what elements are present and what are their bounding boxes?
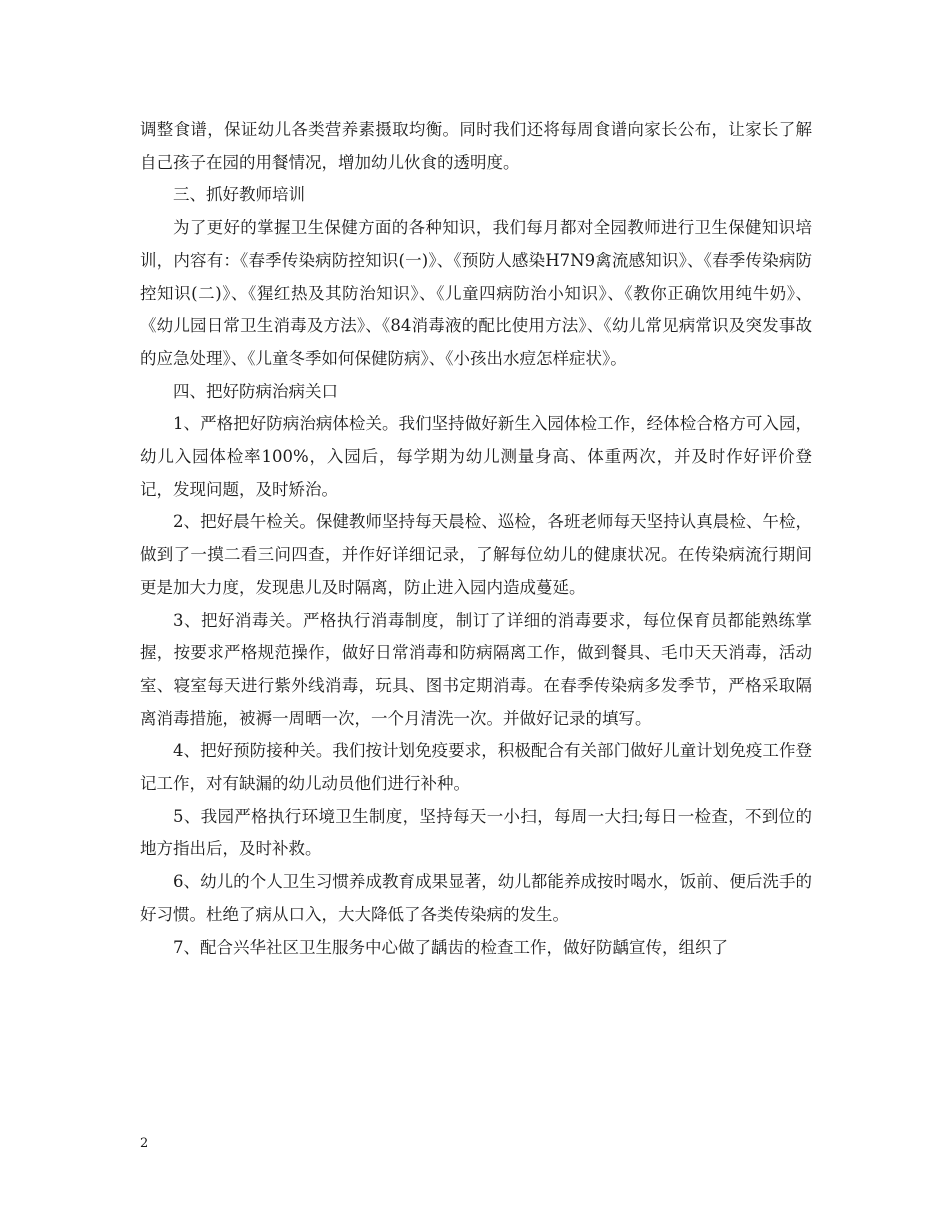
paragraph: 1、严格把好防病治病体检关。我们坚持做好新生入园体检工作，经体检合格方可入园，幼儿入园体检率100%，入园后，每学期为幼儿测量身高、体重两次，并及时作好评价登记，发现问题，及时矫治。 xyxy=(140,414,812,499)
paragraph: 调整食谱，保证幼儿各类营养素摄取均衡。同时我们还将每周食谱向家长公布，让家长了解自己孩子在园的用餐情况，增加幼儿伙食的透明度。 xyxy=(140,120,812,172)
paragraph: 4、把好预防接种关。我们按计划免疫要求，积极配合有关部门做好儿童计划免疫工作登记工作，对有缺漏的幼儿动员他们进行补种。 xyxy=(140,741,812,794)
paragraph: 3、把好消毒关。严格执行消毒制度，制订了详细的消毒要求，每位保育员都能熟练掌握，按要求严格规范操作，做好日常消毒和防病隔离工作，做到餐具、毛巾天天消毒，活动室、寝室每天进行紫外线消毒，玩具、图书定期消毒。在春季传染病多发季节，严格采取隔离消毒措施，被褥一周晒一次，一个月清洗一次。并做好记录的填写。 xyxy=(140,610,812,728)
page-number: 2 xyxy=(140,1136,149,1151)
paragraph: 7、配合兴华社区卫生服务中心做了龋齿的检查工作，做好防龋宣传，组织了 xyxy=(173,937,728,957)
paragraph: 2、把好晨午检关。保健教师坚持每天晨检、巡检，各班老师每天坚持认真晨检、午检，做到了一摸二看三问四查，并作好详细记录，了解每位幼儿的健康状况。在传染病流行期间更是加大力度，发现患儿及时隔离，防止进入园内造成蔓延。 xyxy=(140,512,812,597)
paragraph: 6、幼儿的个人卫生习惯养成教育成果显著，幼儿都能养成按时喝水，饭前、便后洗手的好习惯。杜绝了病从口入，大大降低了各类传染病的发生。 xyxy=(140,872,812,924)
paragraph: 为了更好的掌握卫生保健方面的各种知识，我们每月都对全园教师进行卫生保健知识培训，内容有：《春季传染病防控知识(一)》、《预防人感染H7N9禽流感知识》、《春季传染病防控知识(二)》、《猩红热及其防治知识》、《儿童四病防治小知识》、《教你正确饮用纯牛奶》、《幼儿园日常卫生消毒及方法》、《84消毒液的配比使用方法》、《幼儿常见病常识及突发事故的应急处理》、《儿童冬季如何保健防病》、《小孩出水痘怎样症状》。 xyxy=(140,218,812,368)
document-body xyxy=(140,114,812,964)
paragraph: 5、我园严格执行环境卫生制度，坚持每天一小扫，每周一大扫;每日一检查，不到位的地方指出后，及时补救。 xyxy=(140,806,812,859)
paragraph: 四、把好防病治病关口 xyxy=(173,381,338,401)
paragraph: 三、抓好教师培训 xyxy=(173,185,305,205)
